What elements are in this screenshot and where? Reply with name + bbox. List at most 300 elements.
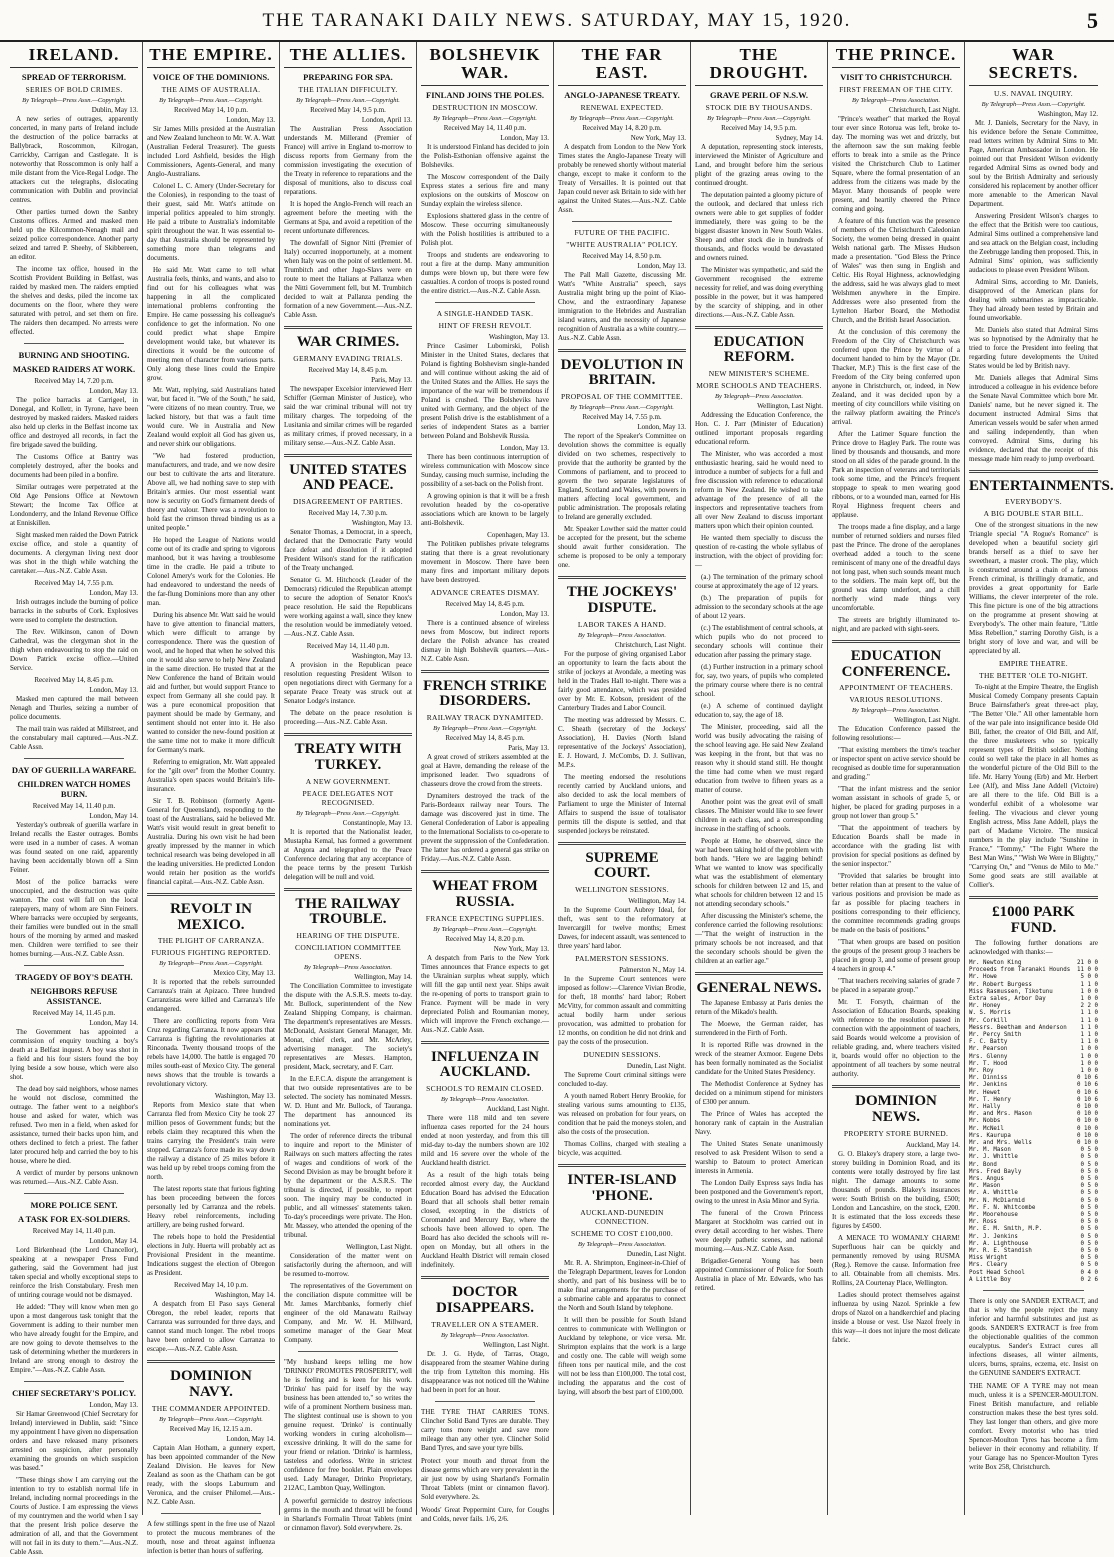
donation-amount: 1 1 0 bbox=[1080, 1031, 1098, 1038]
paragraph: Lord Birkenhead (the Lord Chancellor), speaking at a newspaper Press Fund gathering, said the Government had just taken special and wholly exceptional steps to reinforce the Irish Constabulary. Fresh men of untiring courage would not be dismayed. bbox=[10, 1245, 138, 1299]
paragraph: Other parties turned down the Sanbry Customs offices. Armed and masked men held up the Kilcommon-Nenagh mail and seized police correspondence. Another party seized and tarred P. Sheehy, of Skibbereen, an editor. bbox=[10, 207, 138, 261]
paragraph: "That the infant mistress and the senior woman assistant in schools of grade 5, or higher, be placed for grading purposes in a group not lower than group 5." bbox=[832, 785, 960, 821]
donation-amount: 0 10 0 bbox=[1077, 1132, 1098, 1139]
paragraph: Sight masked men raided the Down Patrick excise office, and stole a quantity of documents. A clergyman living next door was shot in the thigh while watching the caretaker.—Aus.-N.Z. Cable Assn. bbox=[10, 530, 138, 575]
donation-row bbox=[969, 1104, 1098, 1111]
section-subhead: AUCKLAND-DUNEDIN CONNECTION. bbox=[580, 1207, 664, 1226]
headline: EDUCATION CONFERENCE. bbox=[841, 647, 951, 680]
donation-row bbox=[969, 982, 1098, 989]
headline: THE PRINCE. bbox=[832, 46, 960, 68]
headline: THE JOCKEYS' DISPUTE. bbox=[566, 584, 678, 616]
donation-row bbox=[969, 1226, 1098, 1233]
paragraph: The Methodist Conference at Sydney has decided on a minimum stipend for ministers of £300 per annum. bbox=[695, 1079, 823, 1106]
section-subhead: A NEW GOVERNMENT. bbox=[305, 776, 391, 786]
donor-name: Mrs. Kaurupa bbox=[969, 1132, 1011, 1139]
donation-row bbox=[969, 1205, 1098, 1212]
subheadline: TRAGEDY OF BOY'S DEATH. bbox=[15, 971, 133, 982]
paragraph: The newspaper Excelsior interviewed Herr Schiffer (German Minister of Justice), who said the war criminal tribunal will not try military charges. The torpedoing of the Lusitania and similar crimes will be regarded as military crimes, if proved necessary, in a military sense.—Aus.-N.Z. Cable Assn. bbox=[284, 384, 412, 447]
byline: By Telegraph—Press Assn.—Copyright. bbox=[22, 96, 126, 104]
received-line: Received May 14, 11.40 p.m. bbox=[443, 123, 527, 132]
donation-row bbox=[969, 1212, 1098, 1219]
paragraph: It is understood Finland has decided to join the Polish-Esthonian offensive against the Bolsheviks. bbox=[421, 142, 549, 169]
article-divider bbox=[284, 733, 412, 736]
paragraph: The Customs Office at Bantry was completely destroyed, after the books and documents had been piled in a bonfire. bbox=[10, 452, 138, 479]
paragraph: The Education Conference passed the following resolutions:— bbox=[832, 725, 960, 743]
donation-amount: 0 10 0 bbox=[1077, 1125, 1098, 1132]
paragraph: The meeting was addressed by Messrs. C. C. Sheath (secretary of the Jockeys' Association), H. Davies (North Island representative of the Jockeys' Association), E. J. Howard, J. McCombs, D. J. Sullivan, M.P.s. bbox=[558, 715, 686, 769]
donation-row bbox=[969, 1025, 1098, 1032]
subheadline: MASKED RAIDERS AT WORK. bbox=[12, 363, 136, 374]
column-drought bbox=[691, 42, 828, 1515]
dateline: New York, May 13. bbox=[493, 944, 549, 953]
dateline: London, May 13. bbox=[89, 685, 138, 694]
byline: By Telegraph—Press Association. bbox=[851, 96, 941, 104]
paragraph: He added: "They will know when men go upon a most dangerous task tonight that the Government is adding to their number men who have already fought for the Empire, and are now going to devote themselves to the task of determining whether the murderers in Ireland are strong enough to destroy the Empire."—Aus.-N.Z. Cable Assn. bbox=[10, 1302, 138, 1374]
donation-amount: 0 5 0 bbox=[1080, 1176, 1098, 1183]
section-divider bbox=[24, 758, 124, 759]
section-subhead: U.S. NAVAL INQUIRY. bbox=[994, 88, 1073, 98]
section-divider bbox=[572, 221, 672, 222]
paragraph: Sir T. B. Robinson (formerly Agent-General for Queensland), responding to the toast of the Australians, said he believed Mr. Watt's visit would result in great benefit to Australia. During his own visit he had been greatly impressed by the manner in which technical research was being developed in all the leading universities. He predicted London would retain her position as the world's financial capital.—Aus.-N.Z. Cable Assn. bbox=[147, 796, 275, 886]
paragraph: In the E.F.C.A. dispute the arrangement is that two outside representatives are to be selected. The society has nominated Messrs. W. D. Hunt and Mr. Bullock, of Tauranga. The department has announced its nominations yet. bbox=[284, 1075, 412, 1129]
dateline: New York, May 13. bbox=[630, 133, 686, 142]
headline: INFLUENZA IN AUCKLAND. bbox=[431, 1048, 539, 1081]
column-prince bbox=[828, 42, 965, 1515]
paragraph: The representatives of the Government on the conciliation dispute committee will be Mr. James Marchbanks, formerly chief engineer of the old Manawatu Railway Company, and Mr. W. H. Millward, sometime manager of the Gear Meat Company. bbox=[284, 1282, 412, 1345]
donor-name: Mr. A. Lighthouse bbox=[969, 1240, 1029, 1247]
donation-amount: 0 5 0 bbox=[1080, 1226, 1098, 1233]
section-divider bbox=[435, 302, 535, 303]
paragraph: Dr. J. G. Hyde, of Tarras, Otago, disappeared from the steamer Wahine during the trip from Lyttelton this morning. His disappearance was not noticed till the Wahine had been in port for an hour. bbox=[421, 1349, 549, 1394]
donor-name: Mrs. Angus bbox=[969, 1176, 1004, 1183]
paragraph: He hoped the League of Nations would come out of its cradle and spring to vigorous manhood, but it was having a troublesome time in the cradle. He paid a tribute to Colonel Amery's work for the Colonies. He had endeavored to understand the needs of the far-flung Dominions more than any other man. bbox=[147, 535, 275, 607]
paragraph: The Minister, who was accorded a most enthusiastic hearing, said he would need to introduce a number of subjects for a full and free discussion with reference to educational reform in New Zealand. He wished to take advantage of the presence of all the inspectors and representative teachers from all over New Zealand to discuss important matters upon which their opinion counted. bbox=[695, 450, 823, 531]
received-line: Received May 14, 8.20 p.m. bbox=[445, 934, 525, 943]
headline: INTER-ISLAND 'PHONE. bbox=[567, 1172, 677, 1204]
paragraph: Mr. Watt, replying, said Australians hated war, but faced it. "We of the South," he said, "were citizens of no mean country. True, we lacked history, but that was a fault time would cure. We in Australia and New Zealand would exploit all God has given us, and never shirk our obligations. bbox=[147, 385, 275, 448]
donor-name: Mr. T. Henry bbox=[969, 1096, 1011, 1103]
paragraph: The following further donations are acknowledged with thanks:— bbox=[969, 938, 1098, 956]
donation-amount: 1 1 0 bbox=[1080, 981, 1098, 988]
section-subhead: EMPIRE THEATRE. bbox=[999, 659, 1068, 669]
dateline: Washington, May 13. bbox=[488, 332, 549, 341]
subheadline: VISIT TO CHRISTCHURCH. bbox=[840, 71, 952, 82]
received-line: Received May 14, 8.45 p.m. bbox=[308, 365, 388, 374]
donation-row bbox=[969, 1198, 1098, 1205]
section-subhead: SERIES OF BOLD CRIMES. bbox=[25, 84, 123, 94]
paragraph: The order of reference directs the tribunal to inquire and report to the Minister of Railways on such matters affecting the rates of wages and conditions of work of the Second Division as may be brought before it by the department or the A.S.R.S. The tribunal is directed, if possible, to report soon. The inquiry may be conducted in public, and all witnesses' statements taken. To-day's proceedings were private. The Hon. Mr. Massey, who attended the opening of the tribunal. bbox=[284, 1132, 412, 1240]
subheadline: CHILDREN WATCH HOMES BURN. bbox=[17, 778, 131, 799]
dateline: London, May 14. bbox=[226, 1434, 275, 1443]
paragraph: The troops made a fine display, and a large number of returned soldiers and nurses filed past the Prince. The drone of the aeroplanes overhead added a touch to the scene reminiscent of many one of the dreadful days not long past, when such sounds meant much to the soldiers. The main kept off, but the ground was damp underfoot, and a chill northerly wind made things very uncomfortable. bbox=[832, 522, 960, 612]
subheadline: NEIGHBORS REFUSE ASSISTANCE. bbox=[30, 985, 118, 1006]
donor-name: Mr. Moorehouse bbox=[969, 1212, 1018, 1219]
dateline: Wellington, Last Night. bbox=[757, 402, 823, 411]
donation-row bbox=[969, 1039, 1098, 1046]
section-subhead: TRAVELLER ON A STEAMER. bbox=[431, 1319, 539, 1329]
paragraph: "That when groups are based on position the groups of the present group 3 teachers be placed in group 3, and some of present group 4 teachers in group 4." bbox=[832, 938, 960, 974]
donation-row bbox=[969, 1061, 1098, 1068]
paragraph: The Pall Mall Gazette, discussing Mr. Watt's "White Australia" speech, says Australia might bring up the point of Kiao-Chow, and the extraordinary Japanese immigration to the Hebrides and Australian island waters, and the necessity of Japanese recognition of Australia as a white country.—Aus.-N.Z. Cable Assn. bbox=[558, 270, 686, 342]
section-subhead: THE COMMANDER APPOINTED. bbox=[151, 1403, 271, 1413]
paragraph: Mr. Speaker Lowther said the matter could be accepted for the present, but the scheme should await further consideration. The scheme is proposed to be only a temporary one. bbox=[558, 525, 686, 570]
donor-name: F. C. Batty bbox=[969, 1039, 1008, 1046]
paragraph: A deputation, representing stock interests, interviewed the Minister of Agriculture and Land, and brought before him the serious plight of the grazing areas owing to the continued drought. bbox=[695, 142, 823, 187]
donation-amount: 0 5 0 bbox=[1080, 1190, 1098, 1197]
advertisement: A few stillings spent in the free use of Nazol to protect the mucous membranes of the mouth, nose and throat against influenza infection is better than hours of suffering. bbox=[147, 1519, 275, 1555]
section-subhead: NEW MINISTER'S SCHEME. bbox=[708, 369, 810, 379]
subheadline: ANGLO-JAPANESE TREATY. bbox=[564, 89, 680, 100]
paragraph: A youth named Robert Henry Brookie, for stealing various sums amounting to £135, was released on probation for four years, on condition that he paid the moneys stolen, and also the costs of the prosecution. bbox=[558, 1092, 686, 1137]
paragraph: "These things show I am carrying out the intention to try to establish normal life in Ireland, including normal proceedings in the Courts of Justice. I am expressing the views of my countrymen and the world when I say that the present Irish police deserve the admiration of all, and that the Government will not fail in its duty to them."—Aus.-N.Z. Cable Assn. bbox=[10, 1475, 138, 1556]
column-ireland bbox=[6, 42, 143, 1556]
donor-name: A Little Boy bbox=[969, 1276, 1011, 1283]
paragraph: The debate on the peace resolution is proceeding.—Aus.-N.Z. Cable Assn. bbox=[284, 709, 412, 727]
donation-amount: 1 0 0 bbox=[1080, 1046, 1098, 1053]
article-divider bbox=[284, 326, 412, 329]
donation-amount: 0 10 6 bbox=[1077, 1089, 1098, 1096]
donation-row bbox=[969, 1183, 1098, 1190]
paragraph: "That teachers receiving salaries of grade 7 be placed in a separate group." bbox=[832, 977, 960, 995]
newspaper-title: THE TARANAKI DAILY NEWS. SATURDAY, MAY 15, 1920. bbox=[262, 10, 852, 31]
paragraph: During his absence Mr. Watt said he would have to give attention to financial matters, which were difficult to arrange by correspondence. There was the question of wool, and he hoped that when he solved this one it would also serve to help New Zealand in the same direction. He trusted that at the New Conference the hand of Britain would aid and further, but would support France to expect from Germany all she could pay. It was a pure economical proposition that payment should be made by Germany, and sentiment should not enter into it. He also wanted to consider the new-found position at the same time not to make it more difficult for Germany's mark. bbox=[147, 610, 275, 754]
donor-name: Mr. E. M. Smith, M.P. bbox=[969, 1226, 1043, 1233]
donor-name: Mr. Ross bbox=[969, 1219, 997, 1226]
donor-name: Mr. Roy bbox=[969, 1067, 994, 1074]
article-divider bbox=[832, 1085, 960, 1088]
donor-name: Mr. Dinniss bbox=[969, 1075, 1008, 1082]
donation-row bbox=[969, 974, 1098, 981]
advertisement: Protect your mouth and throat from the disease germs which are very prevalent in the air just now by using Sharland's Formalin Throat Tablets (mint or cinnamon flavor). Sold everywhere. 2s. bbox=[421, 1456, 549, 1501]
donor-name: Miss Wright bbox=[969, 1255, 1008, 1262]
paragraph: The downfall of Signor Nitti (Premier of Italy) occurred inopportunely, at a moment when Italy was on the point of settlement. M. Trumbitch and other Jugo-Slavs were en route to meet the Italians at Pallanza when the Nitti Government fell, but M. Trumbitch decided to wait at Pallanza pending the formation of a new Government.—Aus.-N.Z. Cable Assn. bbox=[284, 238, 412, 319]
donation-row bbox=[969, 1277, 1098, 1284]
section-subhead: EVERYBODY'S. bbox=[1005, 497, 1062, 507]
received-line: Received May 16, 12.15 a.m. bbox=[169, 1424, 253, 1433]
received-line: Received May 14, 8.45 p.m. bbox=[445, 599, 525, 608]
dateline: London, May 13. bbox=[637, 423, 686, 432]
section-divider bbox=[435, 1401, 535, 1402]
paragraph: "Prince's weather" that marked the Royal tour ever since Rotorua was left, broke to-day. The morning was wet and drizzly, but the afternoon saw the sun making feeble efforts to break into a smile as the Prince visited the Christchurch Club to Latimer Square, where the formal presentation of an address from the citizens was made by the Mayor. Many thousands of people were present, and heartily cheered the Prince coming and going. bbox=[832, 114, 960, 213]
headline: DOCTOR DISAPPEARS. bbox=[436, 1284, 534, 1316]
paragraph: Similar outrages were perpetrated at the Old Age Pensions Office at Newtown Stewart; the Income Tax Office at Londonderry, and the Inland Revenue Office at Enniskillen. bbox=[10, 482, 138, 527]
section-subhead: DUNEDIN SESSIONS. bbox=[583, 1050, 661, 1060]
paragraph: The London Daily Express says India has been postponed and the Government's report, owing to the unrest in Asia Minor and Syria. bbox=[695, 1178, 823, 1205]
paragraph: After discussing the Minister's scheme, the conference carried the following resolutions:—"That the weight of instruction in the primary schools be not increased, and that the secondary schools should be given the children at an earlier age." bbox=[695, 912, 823, 966]
article-divider bbox=[695, 326, 823, 329]
donor-name: Mr. N. McDiarmid bbox=[969, 1197, 1025, 1204]
paragraph: A feature of this function was the presence of members of the Christchurch Caledonian Society, the women being dressed in quaint Welsh national garb. The Misses Hudson made a presentation. "God Bless the Prince of Wales" was then sung in English and Celtic. His Royal Highness, acknowledging the address, said he was always glad to meet Welshmen anywhere in the Empire. Addresses were also presented from the Lyttelton Harbor Board, the Methodist Church, and the British Israel Association. bbox=[832, 216, 960, 324]
paragraph: Ladies should protect themselves against influenza by using Nazol. Sprinkle a few drops of Nazol on a handkerchief and placing inside a blouse or vest. Use Nazol freely in this way—it does not injure the most delicate fabric. bbox=[832, 1290, 960, 1344]
paragraph: Mr. T. Forsyth, chairman of the Association of Education Boards, speaking with reference to the resolution passed in connection with the appointment of teachers, said Boards would welcome a provision of reliable grading, and, where teachers visited it, boards would offer no objection to the appointment of all teachers by some neutral authority. bbox=[832, 998, 960, 1079]
byline: By Telegraph—Press Association. bbox=[303, 964, 393, 972]
donation-amount: 0 2 6 bbox=[1080, 1276, 1098, 1283]
dateline: London, May 13. bbox=[637, 261, 686, 270]
paragraph: The dead boy said neighbors, whose names he would not disclose, committed the outrage. The father went to a neighbor's house and asked for water, which was refused. Two men in a field, when asked for assistance, turned their backs upon him, and others declined to fetch a priest. The father later procured help and carried the boy to his house, where he died. bbox=[10, 1084, 138, 1165]
section-subhead: RENEWAL EXPECTED. bbox=[580, 102, 664, 112]
section-divider bbox=[161, 1513, 261, 1514]
donation-row bbox=[969, 1162, 1098, 1169]
donation-row bbox=[969, 1169, 1098, 1176]
paragraph: Masked men captured the mail between Nenagh and Thurles, seizing a number of police documents. bbox=[10, 694, 138, 721]
paragraph: Dynamiters destroyed the track of the Paris-Bordeaux railway near Tours. The damage was discovered just in time. The General Confederation of Labor is appealing to the International Socialists to co-operate to prevent the suppression of the Confederation. The latter has ordered a general gas strike on Friday.—Aus.-N.Z. Cable Assn. bbox=[421, 792, 549, 864]
section-subhead: FRANCE EXPECTING SUPPLIES. bbox=[425, 913, 545, 923]
article-divider bbox=[832, 640, 960, 643]
donation-amount: 1 1 0 bbox=[1080, 1024, 1098, 1031]
byline: By Telegraph—Press Assn.—Copyright. bbox=[296, 96, 400, 104]
article-divider bbox=[147, 1360, 275, 1363]
subheadline: PREPARING FOR SPA. bbox=[303, 71, 393, 82]
dateline: Dunedin, Last Night. bbox=[626, 1249, 686, 1258]
headline: THE ALLIES. bbox=[284, 46, 412, 68]
article-divider bbox=[969, 896, 1098, 899]
donation-amount: 1 0 0 bbox=[1080, 1053, 1098, 1060]
donation-amount: 0 5 0 bbox=[1080, 1154, 1098, 1161]
paragraph: Senator G. M. Hitchcock (Leader of the Democrats) ridiculed the Republican attempt to secure the adoption of Senator Knox's peace resolution. He said the Republicans were working against a wall, since they knew the resolution would be immediately vetoed.—Aus.-N.Z. Cable Assn. bbox=[284, 576, 412, 639]
donation-amount: 0 10 0 bbox=[1077, 1111, 1098, 1118]
dateline: Auckland, May 14. bbox=[905, 1140, 960, 1149]
received-line: Received May 14, 11.45 p.m. bbox=[32, 1008, 116, 1017]
paragraph: "That existing members the time's teacher or inspector spent on active service should be recognised as double time for superannuation and grading." bbox=[832, 746, 960, 782]
donation-row bbox=[969, 1248, 1098, 1255]
received-line: Received May 14, 10 p.m. bbox=[173, 1281, 249, 1290]
donation-row bbox=[969, 1082, 1098, 1089]
subheadline: SPREAD OF TERRORISM. bbox=[21, 71, 127, 82]
donation-row bbox=[969, 1270, 1098, 1277]
donor-name: Mr. Pearson bbox=[969, 1046, 1008, 1053]
section-subhead: FUTURE OF THE PACIFIC. bbox=[574, 227, 670, 237]
dateline: London, April 13. bbox=[361, 115, 412, 124]
paragraph: Sir James Mills presided at the Australian and New Zealand luncheon to Mr. W. A. Watt (Australian Federal Treasurer). The guests included Lord Ashfield, besides the High Commissioners, Agents-General, and many Anglo-Australians. bbox=[147, 124, 275, 178]
article-divider bbox=[421, 1041, 549, 1044]
donation-amount: 1 0 0 bbox=[1080, 995, 1098, 1002]
received-line: Received May 14, 7.55 p.m. bbox=[582, 413, 662, 422]
donation-amount: 0 5 0 bbox=[1080, 1168, 1098, 1175]
paragraph: The meeting endorsed the resolutions recently carried by Auckland unions, and also decided to ask the local members of Parliament to urge the Minister of Internal Affairs to suspend the issue of totalisator permits till the dispute is settled, and that suspended jockeys be reinstated. bbox=[558, 772, 686, 835]
paragraph: The mail train was raided at Millstreet, and the constabulary mail captured.—Aus.-N.Z. Cable Assn. bbox=[10, 724, 138, 751]
donation-row bbox=[969, 1147, 1098, 1154]
donation-row bbox=[969, 1219, 1098, 1226]
section-subhead: THE BETTER 'OLE TO-NIGHT. bbox=[979, 671, 1088, 681]
donor-name: Messrs. Beetham and Anderson bbox=[969, 1024, 1067, 1031]
donor-name: Mr. Bond bbox=[969, 1161, 997, 1168]
paragraph: (b.) The preparation of pupils for admission to the secondary schools at the age of about 12 years. bbox=[695, 594, 823, 621]
paragraph: The deputation painted a gloomy picture of the outlook, and declared that unless rich owners were able to get supplies of fodder immediately, there was going to be the biggest disaster known in New South Wales. Sheep and other stock die in hundreds of thousands, and flocks would be devastated and owners ruined. bbox=[695, 190, 823, 262]
subheadline: FINLAND JOINS THE POLES. bbox=[426, 89, 544, 100]
byline: By Telegraph—Press Association. bbox=[577, 631, 667, 639]
paragraph: G. O. Blakey's drapery store, a large two-storey building in Dominion Road, and its contents were totally destroyed by fire last night. The damage amounts to some thousands of pounds. Blakey's insurances were: South British on the building, £500; London and Lancashire, on the stock, £200. It is estimated that the loss exceeds these figures by £4500. bbox=[832, 1149, 960, 1230]
paragraph: Senator Thomas, a Democrat, in a speech, declared that the Democratic Party would face defeat and dissolution if it adopted President Wilson's stand for the ratification of the Treaty unchanged. bbox=[284, 528, 412, 573]
donor-name: Mr. A. Whittle bbox=[969, 1190, 1018, 1197]
article-divider bbox=[421, 670, 549, 673]
section-subhead: VARIOUS RESOLUTIONS. bbox=[849, 695, 943, 705]
section-subhead: PROPOSAL OF THE COMMITTEE. bbox=[561, 392, 683, 402]
paragraph: A despatch from Paris to the New York Times announces that France expects to get the Ukrainian surplus wheat supply, which will fill the gap until next year. Ships await the re-opening of ports to transport grain to France. Payment will be made in very depreciated Polish and Roumanian money, which will improve the French exchange.—Aus.-N.Z. Cable Assn. bbox=[421, 953, 549, 1034]
article-divider bbox=[558, 842, 686, 845]
byline: By Telegraph—Press Association. bbox=[440, 1096, 530, 1104]
section-subhead: HINT OF FRESH REVOLT. bbox=[438, 320, 532, 330]
article-divider bbox=[421, 870, 549, 873]
paragraph: The Minister, proceeding, said all the world was busily advocating the raising of the school leaving age. He said New Zealand was keeping in the front, but that was no reason why it should stand still. He thought the time had come when we must regard education from twelve to fifteen years as a matter of course. bbox=[695, 723, 823, 795]
donation-row bbox=[969, 1054, 1098, 1061]
paragraph: Answering President Wilson's charges to the effect that the British were too cautious, Admiral Sims outlined a comprehensive land and sea attack on the Belgian coast, including the Zeebrugge landing then proposed. This, in Admiral Sims' opinion, was sufficiently audacious to please even President Wilson. bbox=[969, 211, 1098, 274]
paragraph: A provision in the Republican peace resolution requesting President Wilson to open negotiations direct with Germany for a separate Peace Treaty was struck out at Senator Lodge's instance. bbox=[284, 661, 412, 706]
headline: WHEAT FROM RUSSIA. bbox=[432, 878, 538, 910]
donation-amount: 0 5 0 bbox=[1080, 1197, 1098, 1204]
dateline: Paris, May 13. bbox=[508, 744, 549, 753]
paragraph: It is reported that the rebels surrounded Carranza's train at Apizaco. Three hundred Carranzistas were killed and Carranza's life endangered. bbox=[147, 978, 275, 1014]
dateline: Washington, May 12. bbox=[1037, 109, 1098, 118]
advertisement: THE TYRE THAT CARRIES TONS. Clincher Solid Band Tyres are durable. They carry tons more weight and save more mileage than any other tyre. Clincher Solid Band Tyres, and save your tyre bills. bbox=[421, 1407, 549, 1452]
section-divider bbox=[298, 1351, 398, 1352]
paragraph: In the Supreme Court sentences were imposed as follow:—Clarence Vivian Brodie, for theft, 18 months' hard labor; Robert McVitty, for common assault and committing actual bodily harm under serious provocation, was admitted to probation for 12 months, on condition he did not drink and pay the costs of the prosecution. bbox=[558, 975, 686, 1047]
section-divider bbox=[24, 1193, 124, 1194]
donation-amount: 0 5 0 bbox=[1080, 1233, 1098, 1240]
donation-row bbox=[969, 1090, 1098, 1097]
headline: DOMINION NAVY. bbox=[170, 1368, 252, 1401]
received-line: Received May 14, 11.40 p.m. bbox=[32, 801, 116, 810]
paragraph: After the Latimer Square function the Prince drove to Hagley Park. The route was lined by thousands and thousands, and more stood on all sides of the parade ground. In the Park an inspection of veterans and territorials took some time, and the Prince's frequent stoppage to speak to men wearing good ribbons, or to a wounded man, earned for His Royal Highness frequent cheers and applause. bbox=[832, 429, 960, 519]
donor-name: Mr. J. Jenkins bbox=[969, 1233, 1018, 1240]
section-subhead: STOCK DIE BY THOUSANDS. bbox=[705, 102, 813, 112]
dateline: Washington, May 13. bbox=[351, 652, 412, 661]
donation-amount: 1 1 0 bbox=[1080, 1039, 1098, 1046]
headline: TREATY WITH TURKEY. bbox=[294, 741, 402, 773]
donation-row bbox=[969, 1262, 1098, 1269]
dateline: London, May 13. bbox=[500, 133, 549, 142]
byline: By Telegraph—Press Assn.—Copyright. bbox=[433, 925, 537, 933]
paragraph: Mr. Daniels also stated that Admiral Sims was so hypnotised by the Admiralty that he tried to force the President into feeling that regarding future developments the United States would be led by British navy. bbox=[969, 325, 1098, 370]
advertisement: There is only one SANDER EXTRACT, and that is why the people reject the many inferior and harmful substitutes and just as goods. SANDER'S EXTRACT is free from the objectionable qualities of the common eucalyptus. Sander's Extract cures all infections diseases, all winter ailments, ulcers, burns, sprains, eczema, etc. Insist on the GENUINE SANDER'S EXTRACT. bbox=[969, 1297, 1098, 1378]
paragraph: Another point was the great evil of small classes. The Minister would like to see fewer children in each class, and a corresponding increase in the staffing of schools. bbox=[695, 798, 823, 834]
headline: THE FAR EAST. bbox=[558, 46, 686, 86]
donor-name: Mr. and Mrs. Mason bbox=[969, 1111, 1032, 1118]
byline: By Telegraph—Press Assn.—Copyright. bbox=[296, 809, 400, 817]
masthead bbox=[0, 0, 1114, 42]
donor-name: Extra sales, Arbor Day bbox=[969, 995, 1046, 1002]
dateline: London, May 13. bbox=[89, 386, 138, 395]
paragraph: The report of the Speaker's Committee on devolution shows the committee is equally divided on two schemes, respectively to provide that the authority be granted by the Commons of parliament, and to proceed to govern the two separate legislatures of England, Scotland and Wales, with powers in matters affecting local government, and public administration. The proposals relating to Ireland are generally excluded. bbox=[558, 432, 686, 522]
donation-row bbox=[969, 1140, 1098, 1147]
paragraph: To-night at the Empire Theatre, the English Musical Comedy Company presents Captain Bruce Bairnsfather's great three-act play, "The Better 'Ole." All other lamentable horn of the war pale into insignificance beside Old Bill, father, the creator of Old Bill, and Alf, the three musketeers who so typically represent types of British soldier. Nothing could so well take the place in all homes as the wonderful picture of the Old Bill to the life. Mr. Harry Young (Erb) and Mr. Herbert Lee (Alf), and Miss Jane Addell (Victoire) are all there to the life. Old Bill is a wonderful exhibit of a wholesome war feeling. The vivacious and clever young English actress, Miss Jane Addell, plays the part of Madame Victoire. The musical numbers in the play include "Sunshine in France," "Tommy," "The Fight Where the Best Man Wins," "Wish We Were in Blighty," "Carrying On," and "Venus de Milo to Me." Some good seats are still available at Collier's. bbox=[969, 683, 1098, 890]
donor-name: Mr. Robert Burgess bbox=[969, 981, 1032, 988]
paragraph: He said Mr. Watt came to tell what Australia feels, thinks, and wants, and also to find out for his colleagues what was happening in all the complicated international problems confronting the Empire. He came possessing his colleague's confidence to get the information. No one could predict what shape Empire development would take, but whatever its directions it would be the outcome of meeting men of character from various parts. Only along these lines could the Empire grow. bbox=[147, 265, 275, 382]
donor-name: Mr. Hally bbox=[969, 1104, 1001, 1110]
donor-name: Post Head School bbox=[969, 1269, 1025, 1276]
paragraph: Troops and students are endeavoring to rout a fire at the dump. Many ammunition dumps were blown up, but there were few casualties. A cordon of troops is posted round the entire district.—Aus.-N.Z. Cable Assn. bbox=[421, 250, 549, 295]
donor-name: Mr. M. Mason bbox=[969, 1147, 1011, 1154]
paragraph: Colonel L. C. Amery (Under-Secretary for the Colonies), in responding to the toast of their guest, said Mr. Watt's attitude on imperial politics appealed to him strongly. He paid a tribute to Australia's indomitable spirit throughout the war. It was essential to-day that Australia should be represented by something more than telegrams and documents. bbox=[147, 181, 275, 262]
byline: By Telegraph—Press Association. bbox=[577, 1240, 667, 1248]
donation-amount: 1 1 0 bbox=[1080, 1017, 1098, 1024]
dateline: London, May 14. bbox=[89, 1236, 138, 1245]
donation-row bbox=[969, 1154, 1098, 1161]
paragraph: Addressing the Education Conference, the Hon. C. J. Parr (Minister of Education) outlined important proposals regarding educational reform. bbox=[695, 411, 823, 447]
donor-name: Mrs. Glenny bbox=[969, 1053, 1008, 1060]
article-divider bbox=[969, 470, 1098, 473]
paragraph: (d.) Further instruction in a primary school for, say, two years, of pupils who completed the primary course where there is no central school. bbox=[695, 663, 823, 699]
donation-row bbox=[969, 1118, 1098, 1125]
paragraph: Most of the police barracks were unoccupied, and the destruction was quite wanton. The cost will fall on the local ratepayers, many of whom are Sinn Feiners. Where barracks were occupied by sergeants, their families were bundled out in the small hours of the morning by armed and masked men. Children were terrified to see their homes burning.—Aus.-N.Z. Cable Assn. bbox=[10, 877, 138, 958]
headline: THE EMPIRE. bbox=[147, 46, 275, 68]
paragraph: The latest reports state that furious fighting has been proceeding between the forces personally led by Carranza and the rebels. Heavy rebel reinforcements, including artillery, are being rushed forward. bbox=[147, 1185, 275, 1230]
donation-amount: 1 1 0 bbox=[1080, 1010, 1098, 1017]
donation-row bbox=[969, 1255, 1098, 1262]
headline: £1000 PARK FUND. bbox=[992, 904, 1075, 937]
section-subhead: HEARING OF THE DISPUTE. bbox=[296, 931, 400, 941]
newspaper-columns bbox=[6, 42, 1114, 1556]
paragraph: A new series of outrages, apparently concerted, in many parts of Ireland include the destruction of the police barracks at Ballybrack, Roscommon, Kilrogan, Carrickby, Carrigan and Castlegate. It is noteworthy that Rosscommon is only half a mile distant from the Vice-Regal Lodge. The attackers cut the telegraphs, dislocating communication with Dublin and provincial centres. bbox=[10, 114, 138, 204]
paragraph: The Moscow correspondent of the Daily Express states a serious fire and many explosions on the outskirts of Moscow on Sunday explain the wireless silence. bbox=[421, 172, 549, 208]
received-line: Received May 14, 8.50 p.m. bbox=[582, 251, 662, 260]
dateline: Christchurch, Last Night. bbox=[888, 105, 960, 114]
headline: GENERAL NEWS. bbox=[696, 980, 822, 997]
donation-row bbox=[969, 1097, 1098, 1104]
donor-name: W. S. Morris bbox=[969, 1010, 1011, 1017]
donation-amount: 0 5 0 bbox=[1080, 1240, 1098, 1247]
donor-name: Mr. R. E. Standish bbox=[969, 1248, 1032, 1255]
dateline: Palmerston N., May 14. bbox=[619, 966, 686, 975]
section-divider bbox=[24, 343, 124, 344]
article-divider bbox=[284, 454, 412, 457]
donation-amount: 1 0 0 bbox=[1080, 1067, 1098, 1074]
headline: DEVOLUTION IN BRITAIN. bbox=[560, 356, 684, 389]
paragraph: Explosions shattered glass in the centre of Moscow. These occurring simultaneously with the Polish hostilities is attributed to a Polish plot. bbox=[421, 211, 549, 247]
advertisement: Woods' Great Peppermint Cure, for Coughs and Colds, never fails. 1/6, 2/6. bbox=[421, 1505, 549, 1523]
section-divider bbox=[24, 1381, 124, 1382]
section-subhead: PROPERTY STORE BURNED. bbox=[843, 1128, 949, 1138]
received-line: Received May 14, 9.5 p.m. bbox=[721, 123, 797, 132]
donation-row bbox=[969, 960, 1098, 967]
paragraph: Captain Alan Hotham, a gunnery expert, has been appointed commander of the New Zealand Division. He leaves for New Zealand as soon as the Chatham can be got ready, with the sloops Laburnum and Veronica, and the cruiser Philomel.—Aus.-N.Z. Cable Assn. bbox=[147, 1443, 275, 1506]
subheadline: VOICE OF THE DOMINIONS. bbox=[152, 71, 270, 82]
donor-name: Mr. Percy Smith bbox=[969, 1031, 1022, 1038]
paragraph: One of the strongest situations in the new Triangle special "A Rogue's Romance" is developed when a beautiful society girl brands herself as a thief to save her sweetheart, a master crook. The play, which is constructed around a chain of a famous French criminal, is thrillingly dramatic, and provides a great opportunity for Earle Williams, the clever interpreter of the role. This fine picture is one of the big attractions on the programme at present showing at Everybody's. The other main feature, "Little Miss Rebellion," starring Dorothy Gish, is a bright story of love and war, and will be appreciated by all. bbox=[969, 521, 1098, 656]
paragraph: It is reported that the Nationalist leader, Mustapha Kemal, has formed a government at Angora and telegraphed to the Peace Conference declaring that any acceptance of the peace terms by the present Turkish delegation will be null and void. bbox=[284, 827, 412, 881]
dateline: Washington, May 14. bbox=[214, 1291, 275, 1300]
donation-amount: 0 5 0 bbox=[1080, 1255, 1098, 1262]
headline: SUPREME COURT. bbox=[585, 849, 659, 882]
headline: EDUCATION REFORM. bbox=[713, 333, 805, 366]
paragraph: There has been continuous interruption of wireless communication with Moscow since Sunday, causing much surmise, including the possibility of a set-back on the Polish front. bbox=[421, 452, 549, 488]
paragraph: The police barracks at Carrigeel, in Donegal, and Kolletr, in Tyrone, have been destroyed by masked raiders. Masked raiders also held up clerks in the Belfast income tax office and destroyed all records, in fact the fire brigade saved the building. bbox=[10, 395, 138, 449]
donor-name: Mrs. Cleary bbox=[969, 1262, 1008, 1269]
dateline: Christchurch, Last Night. bbox=[614, 640, 686, 649]
column-war-secrets bbox=[965, 42, 1114, 1515]
donation-amount: 0 5 0 bbox=[1080, 1204, 1098, 1211]
donation-amount: 11 0 0 bbox=[1077, 967, 1098, 974]
headline: UNITED STATES AND PEACE. bbox=[289, 461, 407, 494]
paragraph: Mr. J. Daniels, Secretary for the Navy, in his evidence before the Senate Committee, read letters written by Admiral Sims to Mr. Page, American Ambassador in London. He pointed out that President Wilson evidently regarded Admiral Sims as owned body and soul by the British Admiralty and seriously considered his replacement by another officer more amenable to the American Naval Department. bbox=[969, 118, 1098, 208]
paragraph: The streets are brightly illuminated to-night, and are packed with sight-seers. bbox=[832, 615, 960, 633]
section-subhead: "WHITE AUSTRALIA" POLICY. bbox=[566, 239, 678, 249]
paragraph: The United States Senate unanimously resolved to ask President Wilson to send a warship to Batoum to protect American interests in Armenia. bbox=[695, 1139, 823, 1175]
donor-name: Mr. Hewet bbox=[969, 1089, 1001, 1096]
section-subhead: FURIOUS FIGHTING REPORTED. bbox=[151, 948, 271, 958]
donation-amount: 0 10 0 bbox=[1077, 1104, 1098, 1110]
dateline: Copenhagen, May 13. bbox=[487, 530, 549, 539]
paragraph: Prince Casimer Lubomirski, Polish Minister in the United States, declares that Poland is fighting Bolshevism single-handed and will continue without asking the aid of the United States and the Allies. He says the importance of the war will be tremendous if Poland is crushed. The Bolsheviks have united with Germany, and the object of the present Polish drive is the establishment of a series of independent States as a barrier between Poland and Bolshevik Russia. bbox=[421, 341, 549, 440]
donor-name: Mr. J. Whittle bbox=[969, 1154, 1018, 1161]
paragraph: At the conclusion of this ceremony the Freedom of the City of Christchurch was conferred upon the Prince by virtue of a document handed to him by the Mayor (Dr. Thacker, M.P.) This is the first case of the Freedom of the City being conferred upon anyone in Christchurch, or, indeed, in New Zealand, and it was decided upon by a meeting of city councillors while visiting on the railway platform awaiting the Prince's arrival. bbox=[832, 327, 960, 426]
article-divider bbox=[558, 349, 686, 352]
paragraph: (e.) A scheme of continued daylight education to, say, the age of 18. bbox=[695, 702, 823, 720]
donation-row bbox=[969, 1010, 1098, 1017]
paragraph: "We had fostered production, manufacturers, and trade, and we now desire our best to cultivate the arts and literature. Above all, we had nothing save to step with Britain's armies. Our most essential want now is security on God's firmament deeds of theory and valour. There was a revolution to hold fast the crimson thread binding us as a united people." bbox=[147, 451, 275, 532]
paragraph: There are conflicting reports from Vera Cruz regarding Carranza. It now appears that Carranza is fighting the revolutionaries at Rinconada. Twenty thousand troops of the rebels have 14,000. The battle is engaged 70 miles south-east of Mexico City. The general news shows that the trouble is towards a revolutionary victory. bbox=[147, 1017, 275, 1089]
headline: IRELAND. bbox=[10, 46, 138, 68]
donation-row bbox=[969, 1190, 1098, 1197]
